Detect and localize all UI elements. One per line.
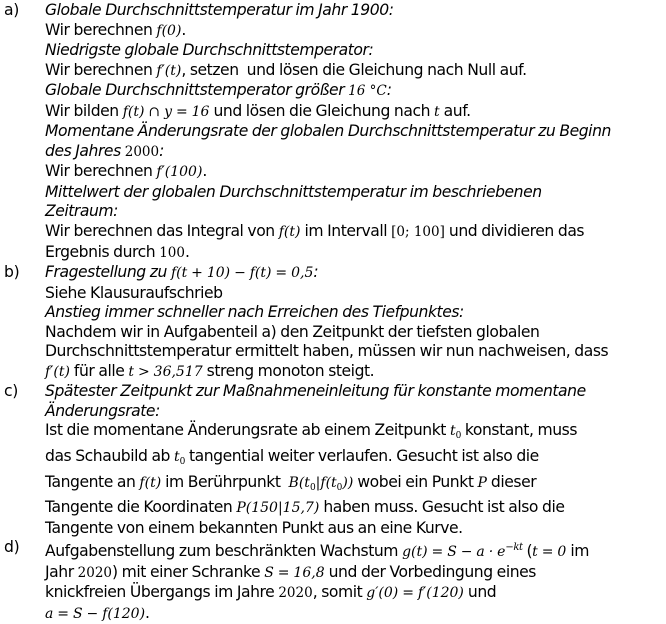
math-expression: t > 36,517: [128, 363, 203, 380]
math-value: 16 °C: [348, 83, 387, 100]
subheading: Niedrigste globale Durchschnittstemperator:: [45, 41, 374, 60]
text: tangential weiter verlaufen. Gesucht ist also die: [184, 447, 539, 466]
math-expression: g′(0) = f′(120): [366, 585, 464, 602]
answer-line: Tangente von einem bekannten Punkt aus an eine Kurve.: [45, 518, 463, 537]
math-value: 100: [159, 244, 185, 261]
math-expression: f′(100): [156, 164, 203, 181]
text: knickfreien Übergangs im Jahre: [45, 583, 279, 602]
answer-line: Durchschnittstemperatur ermittelt haben, müssen wir nun nachweisen, dass: [45, 342, 609, 361]
text: .: [184, 242, 190, 261]
math-value: 2000: [124, 143, 160, 160]
text: und dividieren das: [444, 222, 585, 241]
part-label: a): [4, 1, 20, 19]
subheading: [45, 81, 666, 102]
answer-line: Siehe Klausuraufschrieb: [45, 283, 223, 302]
math-value: 2020: [278, 585, 313, 602]
answer-line: [45, 222, 666, 243]
part-body: [45, 538, 666, 624]
text: Aufgabenstellung zum beschränkten Wachstum: [45, 542, 403, 561]
text: haben muss. Gesucht ist also die: [319, 498, 565, 517]
text: :: [159, 141, 164, 160]
part-c: [0, 382, 666, 538]
answer-line: [45, 583, 666, 604]
text: Ergebnis durch: [45, 242, 160, 261]
text: des Jahres: [45, 141, 125, 160]
math-subscript: 0: [455, 431, 461, 442]
text: wobei ein Punkt: [353, 472, 478, 491]
answer-line: Nachdem wir in Aufgabenteil a) den Zeitpunkt der tiefsten globalen: [45, 322, 540, 341]
text: Wir berechnen: [45, 20, 157, 39]
text: Jahr: [45, 562, 78, 581]
text: Tangente an: [45, 472, 140, 491]
part-label: d): [4, 538, 20, 557]
part-body: [45, 263, 666, 382]
text: )): [342, 474, 354, 491]
text: , somit: [312, 583, 367, 602]
part-label: c): [4, 382, 19, 401]
answer-line: [45, 362, 666, 383]
text: Wir berechnen: [45, 60, 157, 79]
math-expression: f(t): [139, 474, 162, 491]
math-expression: f(t) ∩ y = 16: [122, 103, 210, 120]
math-variable: t: [174, 449, 180, 466]
math-subscript: 0: [309, 482, 316, 493]
part-label: b): [4, 263, 20, 282]
text: im: [566, 542, 589, 561]
answer-line: [45, 243, 666, 264]
part-a: [0, 1, 666, 263]
math-expression: f(t): [278, 224, 301, 241]
math-point: [289, 475, 354, 491]
answer-line: [45, 447, 666, 473]
text: dieser: [486, 472, 537, 491]
math-expression: f′(t): [45, 363, 70, 380]
solution-document: [0, 1, 666, 624]
math-variable: P: [477, 474, 487, 491]
part-b: [0, 263, 666, 382]
text: B(t: [288, 474, 310, 491]
text: und der Vorbedingung eines: [324, 562, 536, 581]
text: (: [522, 542, 533, 561]
subheading: Spätester Zeitpunkt zur Maßnahmeneinleitung für konstante momentane: [45, 382, 586, 401]
text: Ist die momentane Änderungsrate ab einem Zeitpunkt: [45, 421, 450, 440]
text: und lösen die Gleichung nach: [209, 101, 435, 120]
text: im Berührpunkt: [161, 472, 289, 491]
math-value: 2020: [77, 564, 113, 581]
text: Fragestellung zu: [45, 263, 171, 282]
text: das Schaubild ab: [45, 447, 175, 466]
answer-line: [45, 473, 666, 499]
answer-line: [45, 21, 666, 42]
text: Wir bilden: [45, 101, 123, 120]
subheading: [45, 263, 666, 284]
math-point: P(150|15,7): [236, 500, 320, 517]
subheading: Mittelwert der globalen Durchschnittstemperatur im beschriebenen: [45, 182, 542, 201]
text: konstant, muss: [460, 421, 578, 440]
text: |f(t: [315, 474, 337, 491]
math-superscript: −kt: [505, 542, 523, 554]
text: Wir berechnen das Integral von: [45, 222, 279, 241]
math-variable: t: [449, 423, 456, 440]
math-interval: [0; 100]: [391, 224, 445, 241]
answer-line: [45, 102, 666, 123]
subheading: Änderungsrate:: [45, 401, 160, 420]
text: .: [202, 162, 207, 181]
text: im Intervall: [300, 222, 392, 241]
answer-line: [45, 61, 666, 82]
part-body: [45, 1, 666, 263]
answer-line: [45, 162, 666, 183]
text: :: [313, 263, 319, 282]
answer-line: [45, 421, 666, 447]
math-subscript: 0: [336, 482, 343, 493]
text: Tangente die Koordinaten: [45, 498, 237, 517]
subheading: Anstieg immer schneller nach Erreichen des Tiefpunktes:: [45, 303, 464, 322]
text: streng monoton steigt.: [202, 361, 375, 380]
part-body: [45, 382, 666, 538]
text: Wir berechnen: [45, 162, 157, 181]
math-expression: f(0): [156, 22, 182, 39]
text: .: [145, 603, 150, 622]
text: .: [181, 20, 186, 39]
math-subscript: 0: [179, 457, 185, 468]
text: Globale Durchschnittstemperator größer: [45, 81, 349, 100]
part-d: [0, 538, 666, 624]
text: und: [463, 583, 497, 602]
text: :: [386, 81, 392, 100]
subheading: Momentane Änderungsrate der globalen Durchschnittstemperatur zu Beginn: [45, 122, 611, 141]
math-expression: a = S − f(120): [45, 605, 146, 622]
answer-line: [45, 604, 666, 624]
subheading: [45, 142, 666, 163]
math-expression: t = 0: [532, 544, 567, 561]
answer-line: [45, 498, 666, 519]
answer-line: [45, 538, 666, 563]
math-expression: f′(t): [156, 62, 182, 79]
math-expression: S = 16,8: [264, 564, 325, 581]
math-variable: t: [434, 103, 440, 120]
math-expression: f(t + 10) − f(t) = 0,5: [170, 265, 314, 282]
answer-line: [45, 563, 666, 584]
math-expression: g(t) = S − a · e: [402, 544, 506, 561]
text: ) mit einer Schranke: [112, 562, 265, 581]
text: auf.: [439, 101, 471, 120]
subheading: Globale Durchschnittstemperatur im Jahr 1900:: [45, 1, 394, 19]
text: , setzen und lösen die Gleichung nach Null auf.: [181, 60, 527, 79]
subheading: Zeitraum:: [45, 202, 118, 221]
text: für alle: [69, 361, 129, 380]
